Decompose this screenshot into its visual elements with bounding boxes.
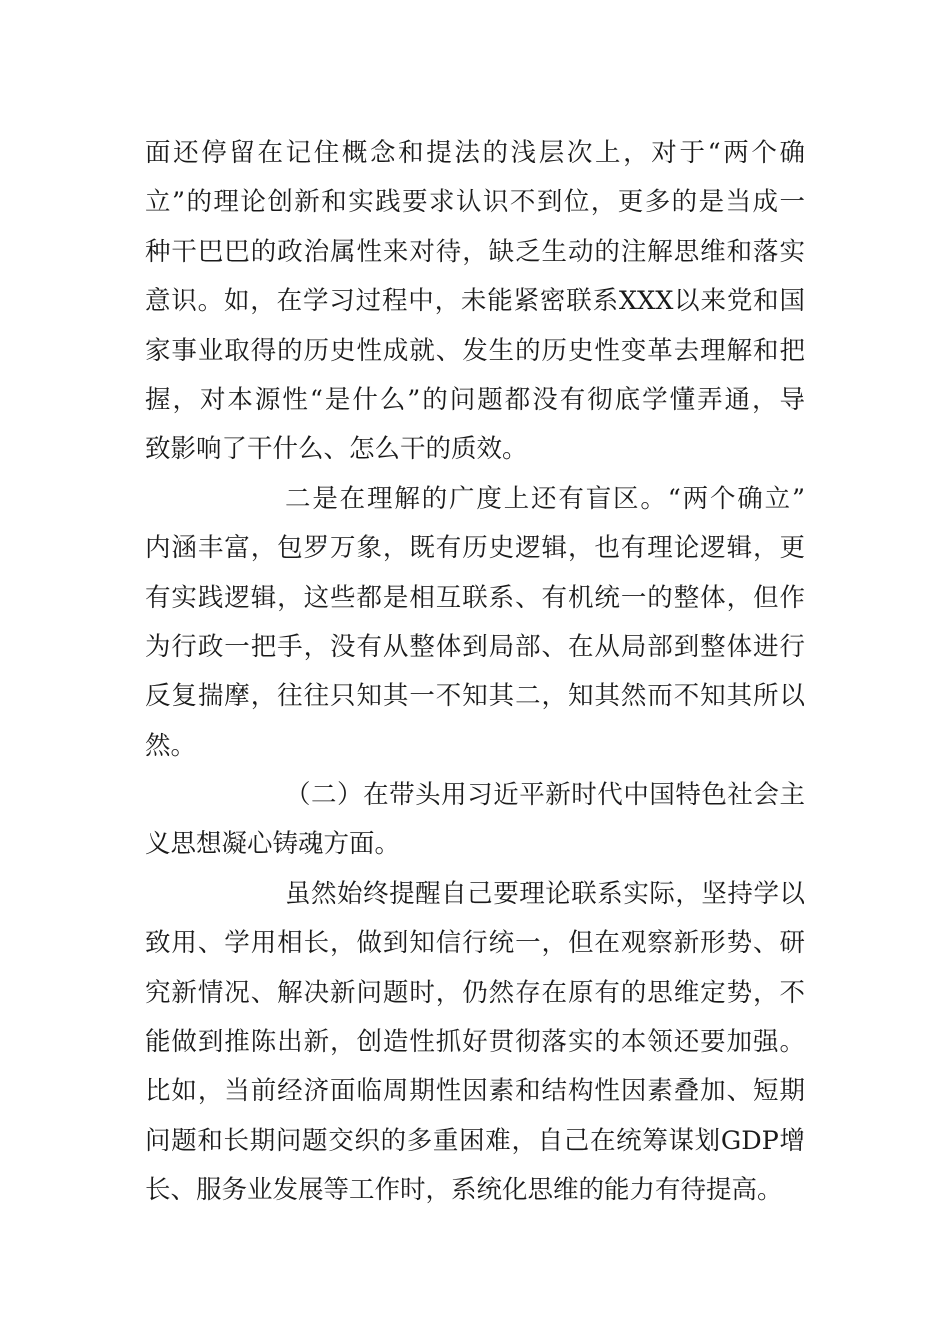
text-line: 有实践逻辑，这些都是相互联系、有机统一的整体，但作 xyxy=(145,582,805,613)
text-line: 意识。如，在学习过程中，未能紧密联系XXX以来党和国 xyxy=(145,286,805,317)
text-line: 比如，当前经济面临周期性因素和结构性因素叠加、短期 xyxy=(145,1076,805,1107)
text-line: 内涵丰富，包罗万象，既有历史逻辑，也有理论逻辑，更 xyxy=(145,533,805,564)
text-line: 致影响了干什么、怎么干的质效。 xyxy=(145,434,528,465)
body-text xyxy=(145,129,805,1216)
text-line: 能做到推陈出新，创造性抓好贯彻落实的本领还要加强。 xyxy=(145,1027,805,1058)
text-line: 二是在理解的广度上还有盲区。“两个确立” xyxy=(285,483,805,514)
text-line: 致用、学用相长，做到知信行统一，但在观察新形势、研 xyxy=(145,928,805,959)
text-line: 面还停留在记住概念和提法的浅层次上，对于“两个确 xyxy=(145,138,805,168)
paragraph-2 xyxy=(145,475,805,771)
text-line: 种干巴巴的政治属性来对待，缺乏生动的注解思维和落实 xyxy=(145,236,805,267)
paragraph-1 xyxy=(145,129,805,475)
text-line: 长、服务业发展等工作时，系统化思维的能力有待提高。 xyxy=(145,1175,783,1206)
text-line: （二）在带头用习近平新时代中国特色社会主 xyxy=(285,780,805,811)
paragraph-3-heading xyxy=(145,771,805,870)
text-line: 握，对本源性“是什么”的问题都没有彻底学懂弄通，导 xyxy=(145,384,805,415)
text-line: 究新情况、解决新问题时，仍然存在原有的思维定势，不 xyxy=(145,977,805,1008)
text-line: 立”的理论创新和实践要求认识不到位，更多的是当成一 xyxy=(145,187,805,218)
text-line: 家事业取得的历史性成就、发生的历史性变革去理解和把 xyxy=(145,335,805,366)
text-line: 然。 xyxy=(145,730,197,761)
text-line: 义思想凝心铸魂方面。 xyxy=(145,829,401,860)
text-line: 为行政一把手，没有从整体到局部、在从局部到整体进行 xyxy=(145,631,805,662)
text-line: 反复揣摩，往往只知其一不知其二，知其然而不知其所以 xyxy=(145,681,805,712)
text-line: 虽然始终提醒自己要理论联系实际，坚持学以 xyxy=(285,878,805,909)
text-line: 问题和长期问题交织的多重困难，自己在统筹谋划GDP增 xyxy=(145,1125,805,1156)
paragraph-4 xyxy=(145,870,805,1216)
